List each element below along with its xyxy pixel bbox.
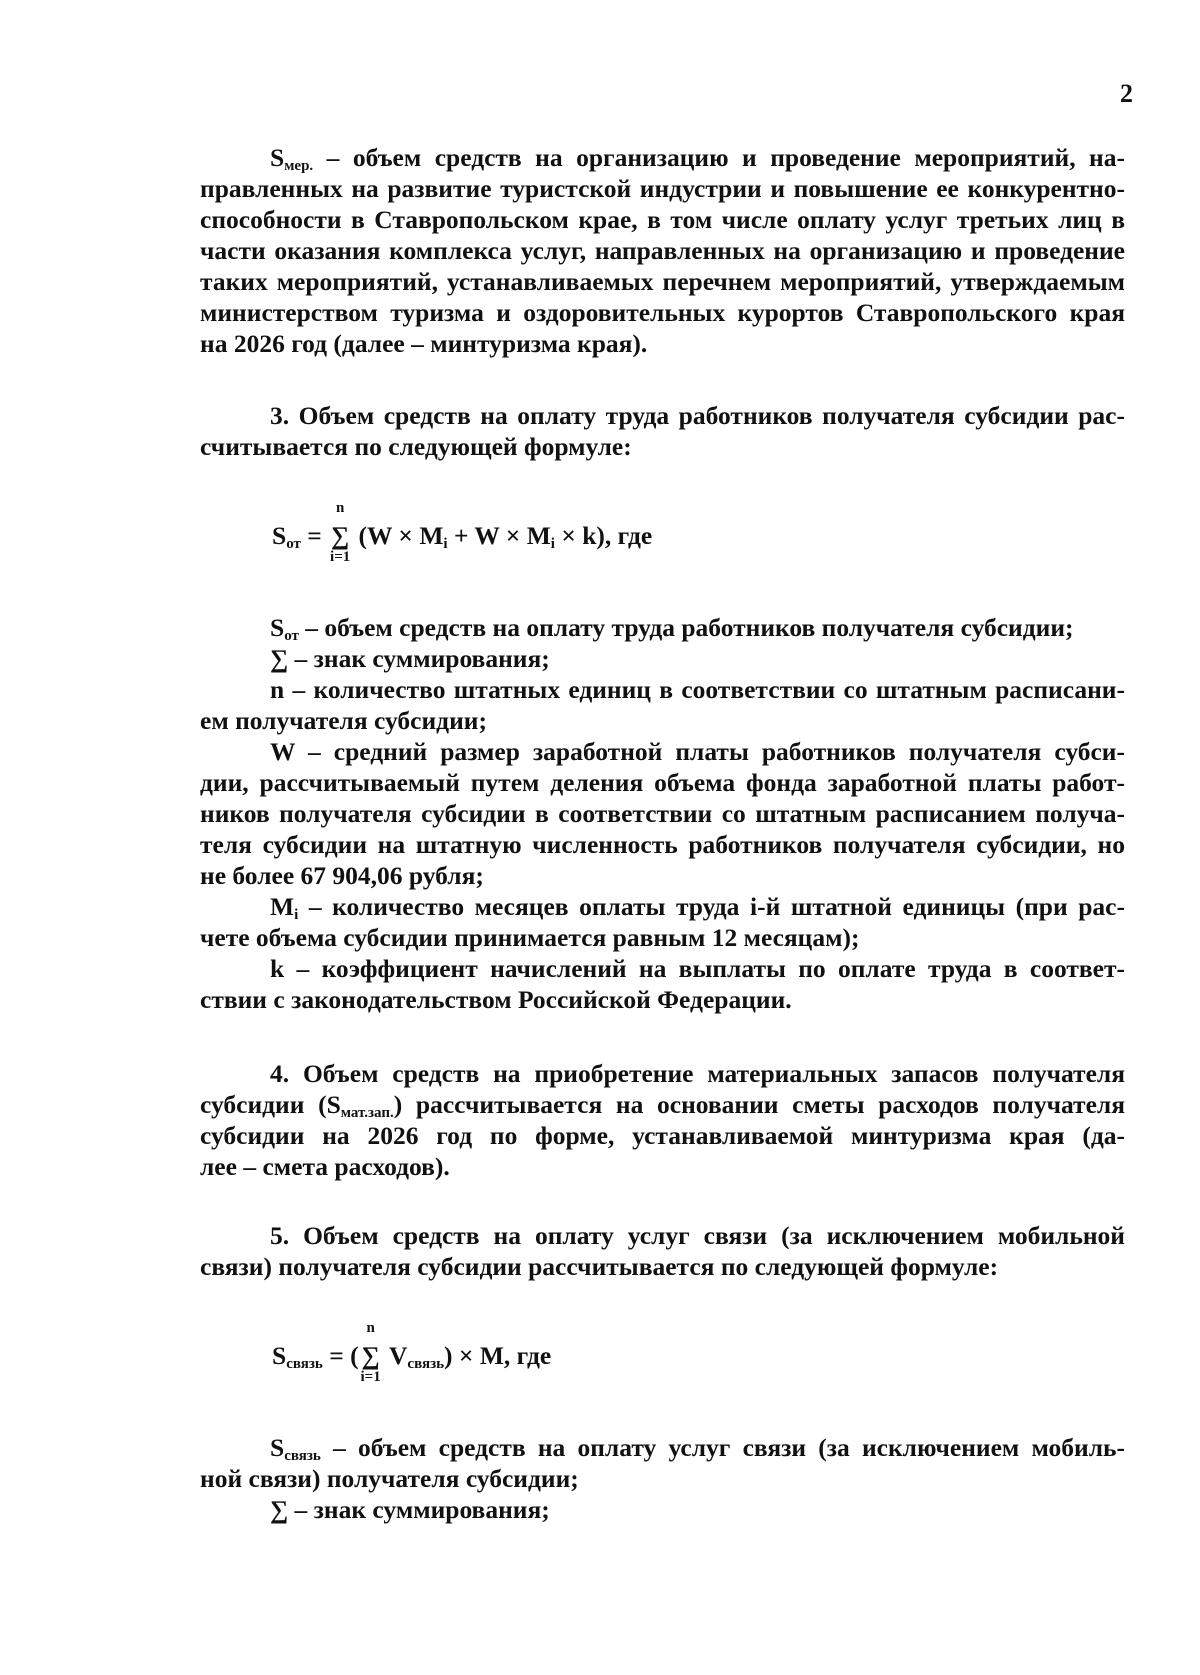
summation-sign (359, 1320, 383, 1385)
lower-limit: i=1 (330, 549, 351, 565)
paragraph-line: считывается по следующей формуле: (200, 432, 632, 461)
subscript: связь (407, 1356, 445, 1372)
definitions-ssvyaz (200, 1432, 1125, 1525)
definition-line: ствии с законодательством Российской Федерации. (200, 985, 792, 1014)
expression: × k), где (554, 521, 653, 550)
paragraph-line: способности в Ставропольском крае, в том числе оплату услуг третьих лиц в (200, 205, 1125, 234)
paragraph-line (200, 1089, 1125, 1120)
lower-limit: i=1 (360, 1369, 381, 1385)
subscript: от (286, 536, 301, 552)
equals-sign: = (300, 521, 329, 550)
text: – количество месяцев оплаты труда i-й штатной единицы (при рас- (298, 892, 1125, 921)
definition-line: не более 67 904,06 рубля; (200, 861, 484, 890)
summation-sign (328, 500, 352, 565)
definition-line: ной связи) получателя субсидии; (200, 1464, 579, 1493)
text: ) рассчитывается на основании сметы расходов получателя (393, 1090, 1125, 1119)
expression: + W × M (447, 521, 551, 550)
paragraph-line: 4. Объем средств на приобретение материальных запасов получателя (270, 1059, 1125, 1088)
definition-line: чете объема субсидии принимается равным 12 месяцам); (200, 923, 860, 952)
text: субсидии (S (200, 1090, 341, 1119)
subscript: мат.зап. (340, 1105, 394, 1121)
subscript: связь (284, 1448, 321, 1464)
text: – объем средств на организацию и проведение мероприятий, на- (313, 143, 1125, 172)
paragraph-line: части оказания комплекса услуг, направленных на организацию и проведение (200, 236, 1125, 265)
formula-ssvyaz (272, 1320, 552, 1385)
paragraph-line: 5. Объем средств на оплату услуг связи (за исключением мобильной (270, 1221, 1125, 1250)
definition-line: W – средний размер заработной платы работников получателя субси- (270, 737, 1125, 766)
subscript: i (294, 907, 299, 923)
definition-line (200, 612, 1125, 643)
definition-line: ∑ – знак суммирования; (270, 1495, 550, 1524)
paragraph-smer (200, 142, 1125, 359)
subscript: от (284, 628, 299, 644)
paragraph-line: связи) получателя субсидии рассчитывается по следующей формуле: (200, 1252, 999, 1281)
paragraph-line: субсидии на 2026 год по форме, устанавливаемой минтуризма края (да- (200, 1121, 1125, 1150)
upper-limit: n (366, 1320, 375, 1336)
paragraph-line (200, 142, 1125, 173)
paragraph-line: 3. Объем средств на оплату труда работников получателя субсидии рас- (270, 401, 1125, 430)
sigma-symbol: ∑ (361, 1341, 380, 1370)
definition-line (200, 891, 1125, 922)
subscript: связь (286, 1356, 323, 1372)
subscript: i (443, 536, 448, 552)
definition-line: теля субсидии на штатную численность работников получателя субсидии, но (200, 830, 1125, 859)
definition-line: дии, рассчитываемый путем деления объема фонда заработной платы работ- (200, 768, 1125, 797)
subscript: i (550, 536, 555, 552)
symbol-m: M (270, 892, 295, 921)
symbol-s: S (270, 613, 285, 642)
definition-line: ем получателя субсидии; (200, 706, 487, 735)
symbol-s: S (272, 521, 287, 550)
definition-line: k – коэффициент начислений на выплаты по оплате труда в соответ- (270, 954, 1125, 983)
definition-line (200, 1432, 1125, 1463)
text: – объем средств на оплату труда работников получателя субсидии; (298, 613, 1074, 642)
definition-line: ∑ – знак суммирования; (270, 644, 550, 673)
paragraph-line: на 2026 год (далее – минтуризма края). (200, 329, 648, 358)
formula-sot (272, 500, 653, 565)
symbol-s: S (272, 1341, 287, 1370)
subscript: мер. (284, 158, 314, 174)
symbol-s: S (270, 143, 285, 172)
sigma-symbol: ∑ (331, 521, 350, 550)
text: – объем средств на оплату услуг связи (за исключением мобиль- (320, 1433, 1125, 1462)
paragraph-5 (200, 1220, 1125, 1282)
symbol-v: V (382, 1341, 408, 1370)
paragraph-line: министерством туризма и оздоровительных курортов Ставропольского края (200, 298, 1125, 327)
definitions-sot (200, 612, 1125, 1015)
expression: (W × M (352, 521, 444, 550)
definition-line: ников получателя субсидии в соответствии со штатным расписанием получа- (200, 799, 1125, 828)
expression: ) × M, где (444, 1341, 552, 1370)
paragraph-4 (200, 1058, 1125, 1182)
upper-limit: n (335, 500, 345, 516)
paragraph-line: лее – смета расходов). (200, 1152, 450, 1181)
paragraph-line: таких мероприятий, устанавливаемых перечнем мероприятий, утверждаемым (200, 267, 1125, 296)
paragraph-3 (200, 400, 1125, 462)
equals-sign: = ( (322, 1341, 359, 1370)
page-number: 2 (1120, 79, 1133, 108)
symbol-s: S (270, 1433, 285, 1462)
paragraph-line: правленных на развитие туристской индустрии и повышение ее конкурентно- (200, 174, 1125, 203)
definition-line: n – количество штатных единиц в соответствии со штатным расписани- (270, 675, 1125, 704)
